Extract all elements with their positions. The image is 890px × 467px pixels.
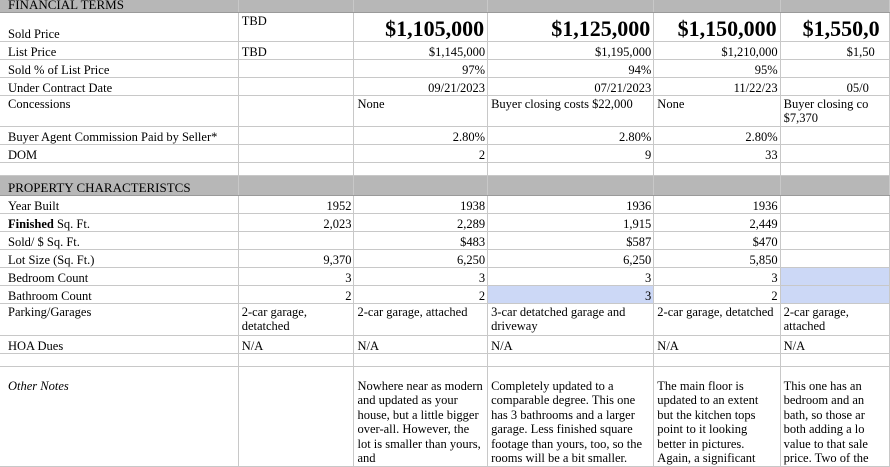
comp-cell[interactable]: None: [654, 95, 780, 126]
comp-cell[interactable]: 2.80%: [654, 126, 780, 144]
subject-cell[interactable]: [238, 366, 354, 466]
cell[interactable]: [238, 0, 354, 12]
comp-cell[interactable]: 1936: [488, 195, 654, 213]
comp-cell[interactable]: [780, 195, 889, 213]
comp-cell[interactable]: 2-car garage, detatched: [654, 303, 780, 335]
cell[interactable]: [488, 0, 654, 12]
comp-cell[interactable]: 2,289: [354, 213, 488, 231]
comp-cell[interactable]: Buyer closing co $7,370: [780, 95, 889, 126]
row-sold-pct: [0, 59, 890, 77]
subject-cell[interactable]: [238, 77, 354, 95]
comp-cell[interactable]: $1,195,000: [488, 41, 654, 59]
row-concessions: [0, 95, 890, 126]
comp-cell[interactable]: 94%: [488, 59, 654, 77]
cell[interactable]: [238, 353, 354, 366]
comp-notes-cell[interactable]: The main floor is updated to an extent but the kitchen tops point to it looking better in pictures. Again, a significant: [654, 366, 780, 466]
row-bathrooms: [0, 285, 890, 303]
cell[interactable]: [654, 162, 780, 175]
comp-cell[interactable]: $470: [654, 231, 780, 249]
row-label[interactable]: Year Built: [0, 195, 238, 213]
subject-cell[interactable]: [238, 126, 354, 144]
row-label[interactable]: Bathroom Count: [0, 285, 238, 303]
row-label[interactable]: List Price: [0, 41, 238, 59]
comp-cell[interactable]: N/A: [354, 335, 488, 353]
comp-cell-highlighted[interactable]: 3: [488, 285, 654, 303]
comp-cell[interactable]: 05/0: [780, 77, 889, 95]
subject-cell[interactable]: [238, 59, 354, 77]
comp-cell[interactable]: [780, 144, 889, 162]
row-lot-size: [0, 249, 890, 267]
cell[interactable]: [354, 162, 488, 175]
subject-cell[interactable]: 2: [238, 285, 354, 303]
comp-cell[interactable]: 2,449: [654, 213, 780, 231]
comp-cell[interactable]: 3: [488, 267, 654, 285]
comp-notes-cell[interactable]: Nowhere near as modern and updated as your house, but a little bigger over-all. However, the lot is smaller than yours, and: [354, 366, 488, 466]
row-label[interactable]: Lot Size (Sq. Ft.): [0, 249, 238, 267]
cell[interactable]: [238, 175, 354, 195]
cell[interactable]: [354, 0, 488, 12]
comp-cell[interactable]: N/A: [780, 335, 889, 353]
row-label[interactable]: [0, 213, 238, 231]
row-list-price: [0, 41, 890, 59]
section-title-property[interactable]: PROPERTY CHARACTERISTCS: [0, 175, 238, 195]
row-label-bold: Finished: [8, 216, 54, 231]
comp-cell[interactable]: 1938: [354, 195, 488, 213]
row-label[interactable]: Under Contract Date: [0, 77, 238, 95]
row-dom: [0, 144, 890, 162]
cell[interactable]: [488, 162, 654, 175]
subject-cell[interactable]: 1952: [238, 195, 354, 213]
row-label-rest: Sq. Ft.: [53, 216, 90, 231]
subject-cell[interactable]: [238, 95, 354, 126]
row-finished-sqft: [0, 213, 890, 231]
comp-notes-cell[interactable]: Completely updated to a comparable degree. This one has 3 bathrooms and a larger garage. Less finished square footage than yours, too, so the rooms will be a bit smaller.: [488, 366, 654, 466]
comp-cell[interactable]: 1936: [654, 195, 780, 213]
comp-cell[interactable]: 2: [654, 285, 780, 303]
comp-cell[interactable]: 6,250: [488, 249, 654, 267]
comp-cell[interactable]: None: [354, 95, 488, 126]
comp-cell-highlighted[interactable]: [780, 267, 889, 285]
cell[interactable]: [0, 353, 238, 366]
comp-cell[interactable]: 97%: [354, 59, 488, 77]
comp-cell[interactable]: 3-car detatched garage and driveway: [488, 303, 654, 335]
subject-cell[interactable]: [238, 144, 354, 162]
comp-cell[interactable]: [780, 126, 889, 144]
cell[interactable]: [654, 353, 780, 366]
comp-cell[interactable]: 33: [654, 144, 780, 162]
cell[interactable]: [780, 353, 889, 366]
cell[interactable]: [488, 175, 654, 195]
comp-cell[interactable]: $1,210,000: [654, 41, 780, 59]
comp-cell[interactable]: 2.80%: [354, 126, 488, 144]
subject-cell[interactable]: 2-car garage, detatched: [238, 303, 354, 335]
subject-cell[interactable]: TBD: [238, 41, 354, 59]
row-under-contract: [0, 77, 890, 95]
subject-cell[interactable]: 9,370: [238, 249, 354, 267]
comp-cell[interactable]: 11/22/23: [654, 77, 780, 95]
row-sold-price: [0, 12, 890, 41]
row-year-built: [0, 195, 890, 213]
comp-cell[interactable]: 9: [488, 144, 654, 162]
row-label[interactable]: HOA Dues: [0, 335, 238, 353]
comp-cell[interactable]: 3: [354, 267, 488, 285]
row-label[interactable]: Parking/Garages: [0, 303, 238, 335]
comp-cell[interactable]: $587: [488, 231, 654, 249]
comp-cell[interactable]: 2: [354, 285, 488, 303]
row-label[interactable]: Concessions: [0, 95, 238, 126]
row-bedrooms: [0, 267, 890, 285]
comp-notes-cell[interactable]: This one has an bedroom and an bath, so those ar both adding a lo value to that sale price. Two of the: [780, 366, 889, 466]
comp-cell[interactable]: 2-car garage, attached: [780, 303, 889, 335]
comp-cell-highlighted[interactable]: [780, 285, 889, 303]
row-label[interactable]: Buyer Agent Commission Paid by Seller*: [0, 126, 238, 144]
comp-cell[interactable]: $1,145,000: [354, 41, 488, 59]
cell[interactable]: [488, 353, 654, 366]
comp-cell[interactable]: $1,550,0: [780, 12, 889, 41]
row-label[interactable]: Sold Price: [0, 12, 238, 41]
cell[interactable]: [654, 175, 780, 195]
section-header-property: [0, 175, 890, 195]
cell[interactable]: [780, 162, 889, 175]
comp-cell[interactable]: 09/21/2023: [354, 77, 488, 95]
comp-cell[interactable]: 3: [654, 267, 780, 285]
cell[interactable]: [238, 162, 354, 175]
subject-cell[interactable]: TBD: [238, 12, 354, 41]
subject-cell[interactable]: 3: [238, 267, 354, 285]
row-label[interactable]: Sold % of List Price: [0, 59, 238, 77]
spacer-row: [0, 162, 890, 175]
row-label[interactable]: Other Notes: [0, 366, 238, 466]
comp-cell[interactable]: [780, 59, 889, 77]
comp-cell[interactable]: 2.80%: [488, 126, 654, 144]
subject-cell[interactable]: [238, 231, 354, 249]
cell[interactable]: [780, 175, 889, 195]
row-label[interactable]: Sold/ $ Sq. Ft.: [0, 231, 238, 249]
comp-cell[interactable]: $1,125,000: [488, 12, 654, 41]
comp-cell[interactable]: [780, 213, 889, 231]
subject-cell[interactable]: N/A: [238, 335, 354, 353]
row-label[interactable]: Bedroom Count: [0, 267, 238, 285]
comp-cell[interactable]: $1,105,000: [354, 12, 488, 41]
comp-cell[interactable]: $1,50: [780, 41, 889, 59]
comp-cell[interactable]: 95%: [654, 59, 780, 77]
cell[interactable]: [0, 162, 238, 175]
section-header-financial: [0, 0, 890, 12]
cell[interactable]: [354, 353, 488, 366]
comp-cell[interactable]: 07/21/2023: [488, 77, 654, 95]
row-commission: [0, 126, 890, 144]
row-price-per-sqft: [0, 231, 890, 249]
section-title-financial[interactable]: FINANCIAL TERMS: [0, 0, 238, 12]
comp-cell[interactable]: Buyer closing costs $22,000: [488, 95, 654, 126]
comp-cell[interactable]: N/A: [488, 335, 654, 353]
comp-cell[interactable]: $483: [354, 231, 488, 249]
cell[interactable]: [780, 0, 889, 12]
subject-cell[interactable]: 2,023: [238, 213, 354, 231]
row-label[interactable]: DOM: [0, 144, 238, 162]
comp-cell[interactable]: [780, 231, 889, 249]
cell[interactable]: [654, 0, 780, 12]
comp-cell[interactable]: $1,150,000: [654, 12, 780, 41]
spacer-row: [0, 353, 890, 366]
comp-cell[interactable]: 2-car garage, attached: [354, 303, 488, 335]
row-other-notes: [0, 366, 890, 466]
comp-cell[interactable]: 5,850: [654, 249, 780, 267]
row-hoa: [0, 335, 890, 353]
comp-cell[interactable]: 2: [354, 144, 488, 162]
cell[interactable]: [354, 175, 488, 195]
comp-cell[interactable]: N/A: [654, 335, 780, 353]
comp-cell[interactable]: [780, 249, 889, 267]
row-parking: [0, 303, 890, 335]
comp-cell[interactable]: 1,915: [488, 213, 654, 231]
comp-cell[interactable]: 6,250: [354, 249, 488, 267]
